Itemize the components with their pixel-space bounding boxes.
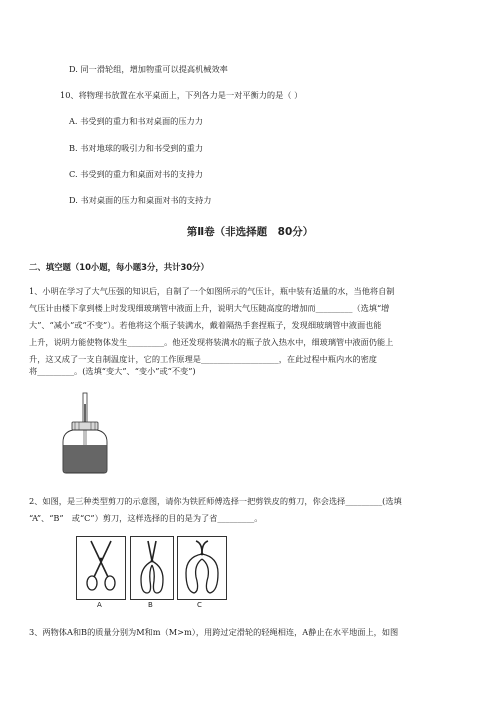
q10-option-a: A. 书受到的重力和书对桌面的压力力 [69, 116, 203, 126]
q3-line: 3、两物体A和B的质量分别为M和m（M>m），用跨过定滑轮的轻绳相连，A静止在水平地面上，如图 [29, 627, 399, 637]
q10-option-c: C. 书受到的重力和桌面对书的支持力 [69, 169, 203, 179]
q1-line: 升，这又成了一支自制温度计，它的工作原理是___________________，在此过程中瓶内水的密度 [29, 354, 377, 364]
q1-line: 将_________。(选填“变大”、“变小”或“不变”) [29, 366, 196, 376]
prev-option-d: D. 同一滑轮组，增加物重可以提高机械效率 [69, 64, 228, 74]
q10-option-b: B. 书对地球的吸引力和书受到的重力 [69, 143, 204, 153]
section-heading: 二、填空题（10小题，每小题3分，共计30分） [29, 262, 209, 272]
scissors-c-figure [177, 536, 227, 600]
q1-line: 气压计由楼下拿到楼上时发现细玻璃管中液面上升，说明大气压随高度的增加而_________（选填“增 [29, 303, 390, 313]
q2-line: “A”、“B” 或“C”）剪刀，这样选择的目的是为了省_________。 [29, 513, 263, 523]
q1-line: 上升，说明力能使物体发生_________。他还发现将装满水的瓶子放入热水中，细玻璃管中液面仍能上 [29, 337, 394, 347]
q10-stem: 10、将物理书放置在水平桌面上，下列各力是一对平衡力的是（ ） [60, 90, 303, 100]
scissors-b-figure [130, 536, 174, 600]
scissors-a-icon [77, 537, 125, 599]
scissors-c-icon [178, 537, 226, 599]
q10-option-d: D. 书对桌面的压力和桌面对书的支持力 [69, 195, 212, 205]
q1-line: 1、小明在学习了大气压强的知识后，自制了一个如图所示的气压计，瓶中装有适量的水，当他将自制 [29, 286, 395, 296]
q2-line: 2、如图，是三种类型剪刀的示意图，请你为铁匠师傅选择一把剪铁皮的剪刀，你会选择_________(选填 [29, 496, 402, 506]
scissors-label-c: C [197, 601, 202, 609]
part2-title: 第Ⅱ卷（非选择题 80分） [186, 226, 314, 238]
scissors-b-icon [131, 537, 173, 599]
scissors-a-figure [76, 536, 126, 600]
scissors-label-b: B [148, 601, 153, 609]
q1-line: 大”、“减小”或“不变”）。若他将这个瓶子装满水，戴着隔热手套捏瓶子，发现细玻璃管中液面也能 [29, 320, 382, 330]
scissors-label-a: A [97, 601, 102, 609]
barometer-bottle-figure [55, 392, 115, 474]
